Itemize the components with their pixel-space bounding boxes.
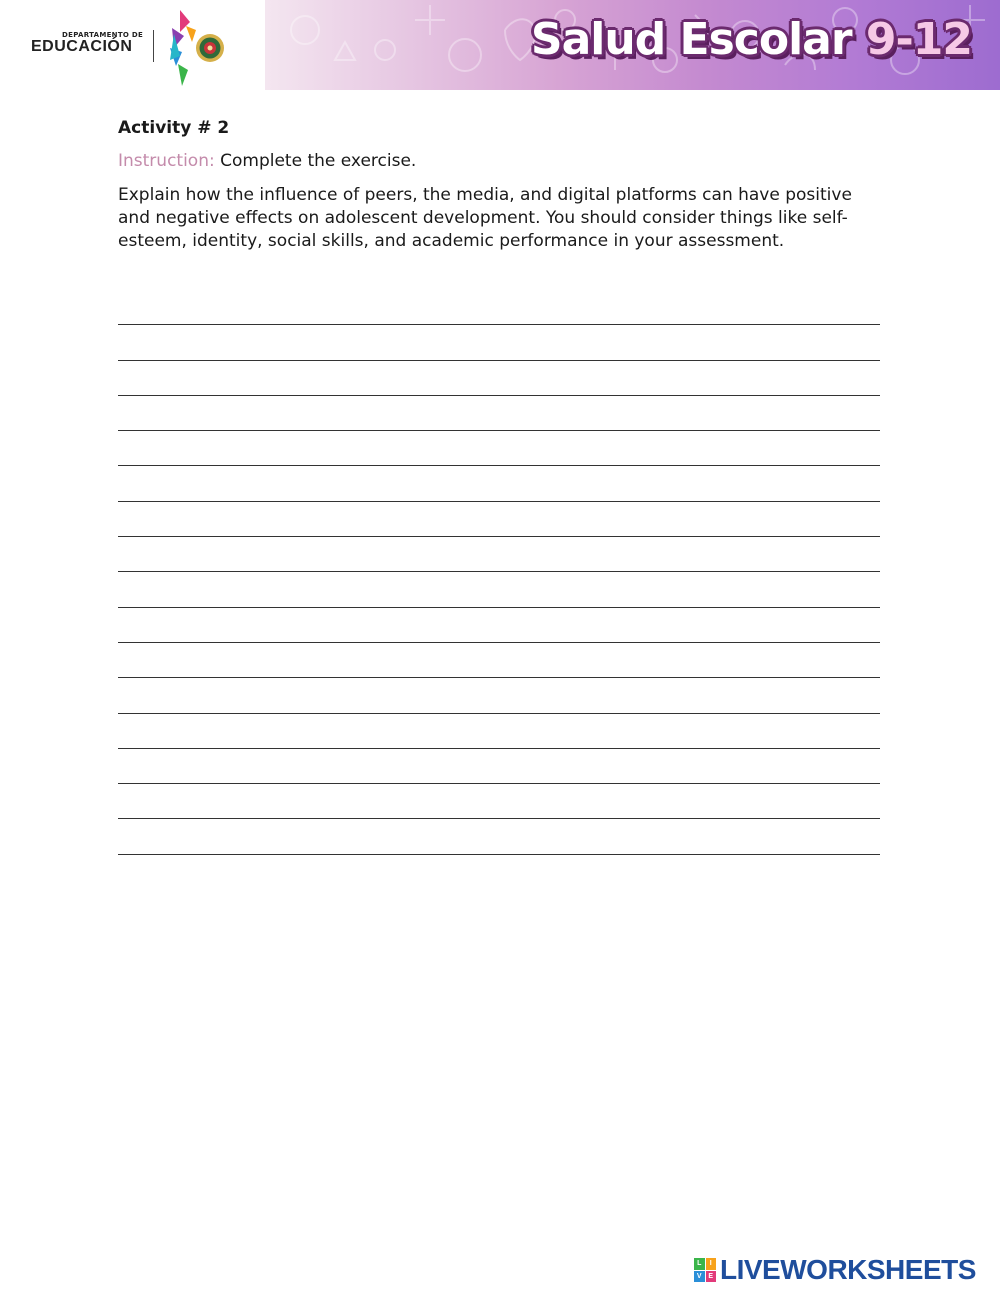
answer-line[interactable] [118, 325, 880, 360]
banner-title-text: Salud Escolar [530, 14, 852, 65]
answer-line[interactable] [118, 608, 880, 643]
department-label-small: DEPARTAMENTO DE [62, 31, 144, 39]
answer-line[interactable] [118, 784, 880, 819]
answer-line[interactable] [118, 572, 880, 607]
badge-letter: V [694, 1271, 705, 1283]
badge-letter: I [706, 1258, 717, 1270]
banner-grade: 9-12 [865, 14, 972, 65]
activity-title: Activity # 2 [118, 118, 230, 138]
answer-line[interactable] [118, 466, 880, 501]
answer-line[interactable] [118, 502, 880, 537]
answer-line[interactable] [118, 819, 880, 854]
badge-letter: L [694, 1258, 705, 1270]
department-label-big: EDUCACIÓN [31, 38, 133, 55]
instruction-text: Complete the exercise. [214, 151, 417, 171]
instruction-label: Instruction: [118, 151, 215, 171]
answer-line[interactable] [118, 290, 880, 325]
liveworksheets-brand: LIVEWORKSHEETS [720, 1254, 976, 1285]
salud-escolar-banner [265, 0, 1000, 90]
badge-letter: E [706, 1271, 717, 1283]
instruction [118, 151, 882, 171]
banner-title [531, 14, 972, 65]
answer-lines[interactable] [118, 290, 880, 855]
liveworksheets-badge-icon [694, 1258, 716, 1282]
activity-content [118, 118, 882, 253]
answer-line[interactable] [118, 396, 880, 431]
answer-line[interactable] [118, 678, 880, 713]
page-header [0, 0, 1000, 92]
department-logo [0, 0, 270, 92]
liveworksheets-logo [694, 1256, 976, 1284]
puerto-rico-emblem-icon [166, 8, 228, 88]
logo-divider [153, 30, 154, 62]
answer-line[interactable] [118, 643, 880, 678]
answer-line[interactable] [118, 749, 880, 784]
answer-line[interactable] [118, 714, 880, 749]
answer-line[interactable] [118, 537, 880, 572]
answer-line[interactable] [118, 431, 880, 466]
answer-line[interactable] [118, 361, 880, 396]
exercise-prompt: Explain how the influence of peers, the media, and digital platforms can have positive and negative effects on adolescent development. You should consider things like self-esteem, identity, social skills, and academic performance in your assessment. [118, 185, 852, 251]
